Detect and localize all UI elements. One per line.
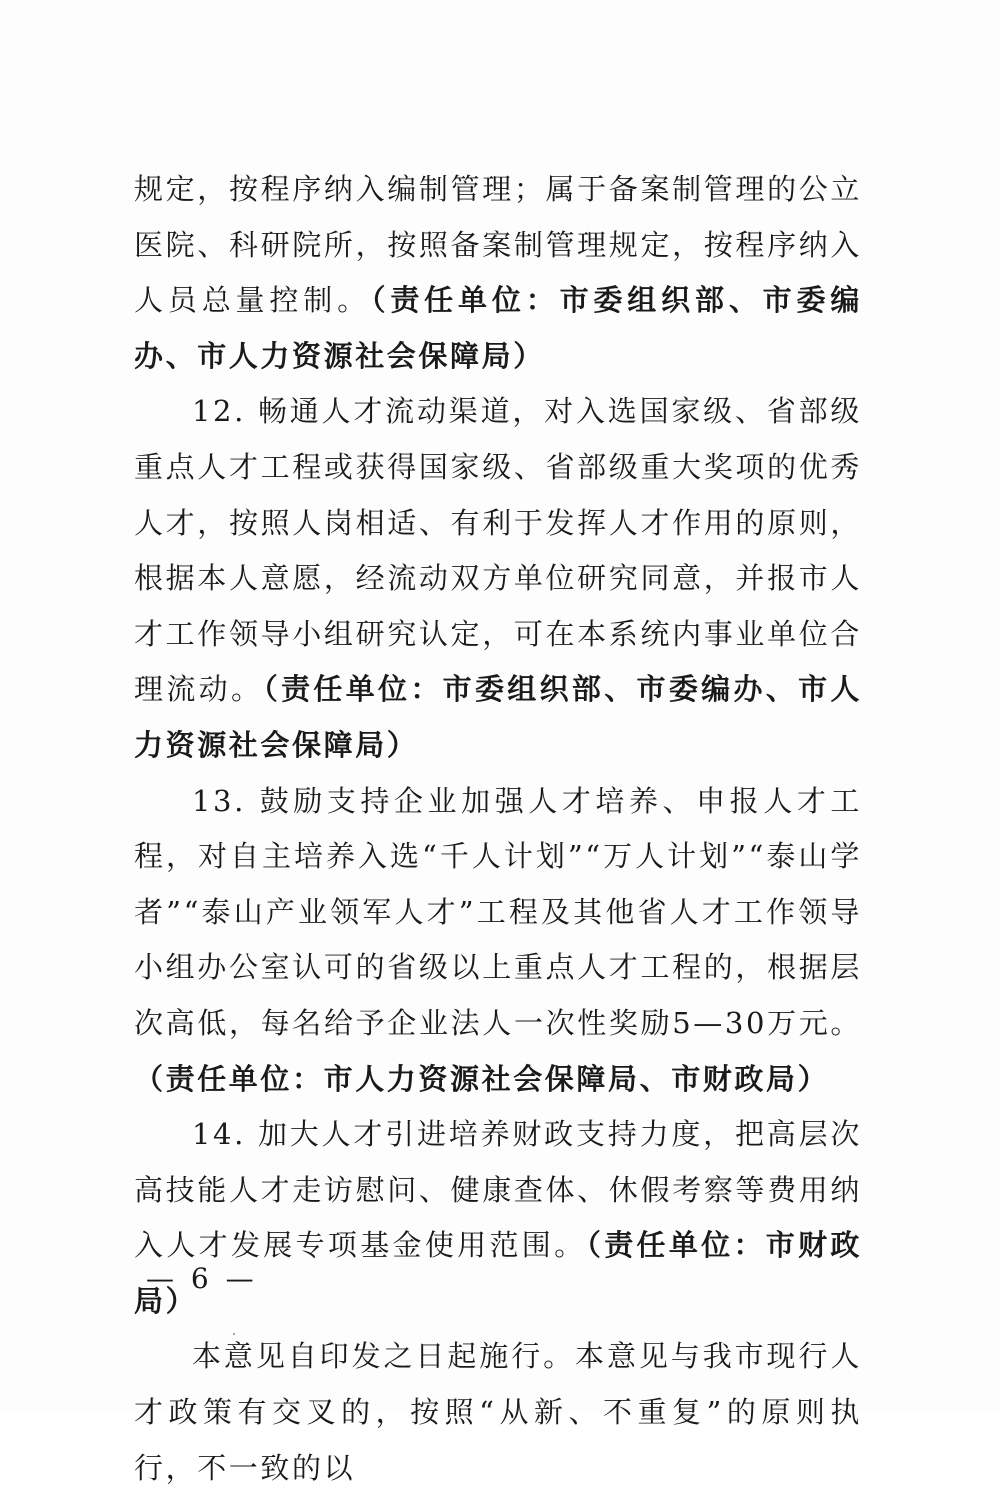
paragraph-item-13 (134, 774, 862, 1108)
paragraph-item-14 (134, 1107, 862, 1329)
scan-speck (233, 1333, 235, 1335)
responsibility-note: （责任单位：市人力资源社会保障局、市财政局） (134, 1061, 830, 1096)
paragraph-item-12 (134, 384, 862, 773)
paragraph-text: 12. 畅通人才流动渠道，对入选国家级、省部级重点人才工程或获得国家级、省部级重大奖项的优秀人才，按照人岗相适、有利于发挥人才作用的原则，根据本人意愿，经流动双方单位研究同意，并报市人才工作领导小组研究认定，可在本系统内事业单位合理流动。 (134, 394, 862, 707)
document-body (134, 162, 862, 1496)
paragraph-effective-date (134, 1329, 862, 1496)
paragraph-text: 14. 加大人才引进培养财政支持力度，把高层次高技能人才走访慰问、健康查体、休假考察等费用纳入人才发展专项基金使用范围。 (134, 1117, 862, 1263)
paragraph-text: 规定，按程序纳入编制管理；属于备案制管理的公立医院、科研院所，按照备案制管理规定，按程序纳入人员总量控制。 (134, 172, 862, 318)
responsibility-note: （责任单位：市委组织部、市委编办、市人力资源社会保障局） (134, 283, 862, 373)
paragraph-continuation (134, 162, 862, 384)
responsibility-note: （责任单位：市委组织部、市委编办、市人力资源社会保障局） (134, 672, 863, 762)
page-number: — 6 — (146, 1262, 258, 1295)
responsibility-note: （责任单位：市财政局） (134, 1228, 862, 1318)
paragraph-text: 本意见自印发之日起施行。本意见与我市现行人才政策有交叉的，按照“从新、不重复”的原则执行，不一致的以 (134, 1339, 862, 1485)
paragraph-text: 13. 鼓励支持企业加强人才培养、申报人才工程，对自主培养入选“千人计划”“万人计划”“泰山学者”“泰山产业领军人才”工程及其他省人才工作领导小组办公室认可的省级以上重点人才工程的，根据层次高低，每名给予企业法人一次性奖励5—30万元。 (134, 783, 862, 1040)
